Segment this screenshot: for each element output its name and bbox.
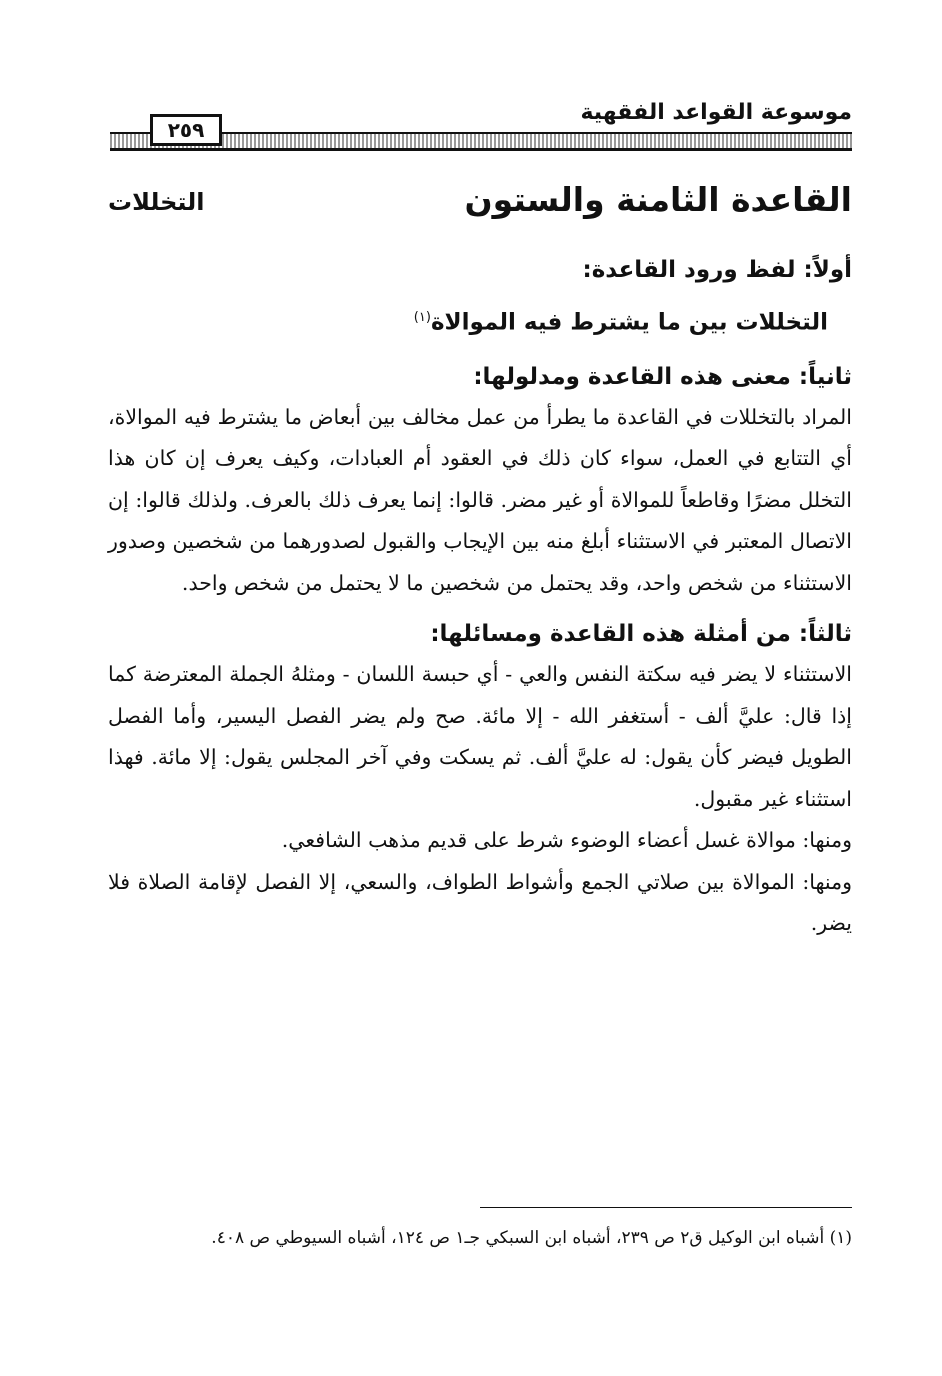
section-heading-first: أولاً: لفظ ورود القاعدة: [582,257,852,283]
footnote-rule [480,1207,852,1208]
rule-keyword: التخللات [108,188,205,216]
footnote-ref[interactable]: (١) [413,310,431,325]
rule-statement [108,296,828,345]
example-paragraph-1: الاستثناء لا يضر فيه سكتة النفس والعي - أي حبسة اللسان - ومثلهُ الجملة المعترضة كما إذا قال: عليَّ ألف - أستغفر الله - إلا مائة. صح ولم يضر الفصل اليسير، وأما الفصل الطويل فيضر كأن يقول: له عليَّ ألف. ثم يسكت وفي آخر المجلس يقول: إلا مائة. فهذا استثناء غير مقبول. [108,662,852,811]
page-number: ٢٥٩ [150,114,222,146]
section-heading-third: ثالثاً: من أمثلة هذه القاعدة ومسائلها: [430,621,852,648]
footnote: (١) أشباه ابن الوكيل ق٢ ص ٢٣٩، أشباه ابن السبكي جـ١ ص ١٢٤، أشباه السيوطي ص ٤٠٨. [211,1228,852,1248]
example-paragraph-2: ومنها: موالاة غسل أعضاء الوضوء شرط على قديم مذهب الشافعي. [281,828,852,853]
running-title: موسوعة القواعد الفقهية [580,100,852,125]
rule-title: القاعدة الثامنة والستون [464,180,852,219]
meaning-paragraph: المراد بالتخللات في القاعدة ما يطرأ من عمل مخالف بين أبعاض ما يشترط فيه الموالاة، أي التتابع في العمل، سواء كان ذلك في العقود أم العبادات، وكيف يعرف إن كان هذا التخلل مضرًا وقاطعاً للموالاة أو غير مضر. قالوا: إنما يعرف ذلك بالعرف. ولذلك قالوا: إن الاتصال المعتبر في الاستثناء أبلغ منه بين الإيجاب والقبول لصدورهما من شخصين وصدور الاستثناء من شخص واحد، وقد يحتمل من شخصين ما لا يحتمل من شخص واحد. [108,404,852,595]
rule-statement-text: التخللات بين ما يشترط فيه الموالاة [430,309,828,336]
section-heading-second: ثانياً: معنى هذه القاعدة ومدلولها: [473,363,852,390]
main-content [108,250,852,945]
example-paragraph-3: ومنها: الموالاة بين صلاتي الجمع وأشواط الطواف، والسعي، إلا الفصل لإقامة الصلاة فلا يضر. [108,869,852,936]
